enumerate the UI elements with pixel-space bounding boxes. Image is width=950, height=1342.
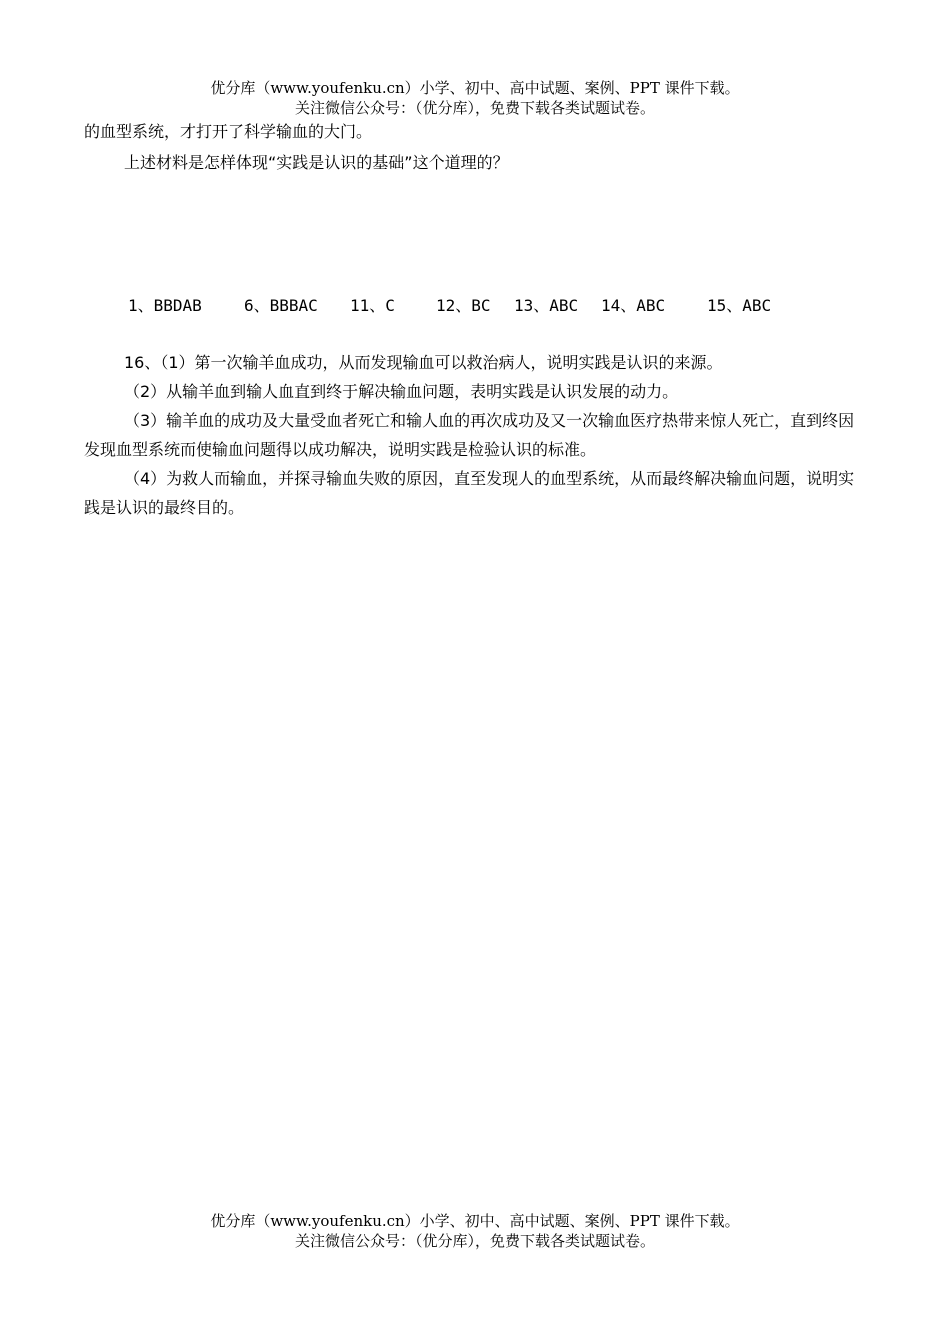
q16-part-2: （2）从输羊血到输人血直到终于解决输血问题，表明实践是认识发展的动力。	[124, 382, 679, 401]
answer-item: 13、ABC	[514, 296, 579, 315]
answer-item: 12、BC	[436, 296, 491, 315]
q16-part-3: （3）输羊血的成功及大量受血者死亡和输人血的再次成功及又一次输血医疗热带来惊人死亡，直到终因发现血型系统而使输血问题得以成功解决，说明实践是检验认识的标准。	[84, 411, 855, 459]
answer-item: 14、ABC	[601, 296, 666, 315]
header-line-1: 优分库（www.youfenku.cn）小学、初中、高中试题、案例、PPT 课件下载。	[210, 79, 740, 97]
q16-part-4: （4）为救人而输血，并探寻输血失败的原因，直至发现人的血型系统，从而最终解决输血问题，说明实践是认识的最终目的。	[84, 469, 855, 517]
header-line-2: 关注微信公众号：（优分库），免费下载各类试题试卷。	[294, 99, 655, 117]
page-header	[0, 78, 950, 118]
footer-line-1: 优分库（www.youfenku.cn）小学、初中、高中试题、案例、PPT 课件下载。	[210, 1212, 740, 1230]
page-footer	[0, 1211, 950, 1251]
q16-part-1: 16、（1）第一次输羊血成功，从而发现输血可以救治病人，说明实践是认识的来源。	[124, 353, 723, 372]
footer-line-2: 关注微信公众号：（优分库），免费下载各类试题试卷。	[294, 1232, 655, 1250]
answer-item: 15、ABC	[707, 296, 772, 315]
answer-item: 11、C	[350, 296, 395, 315]
answer-item: 1、BBDAB	[128, 296, 202, 315]
question-text: 上述材料是怎样体现“实践是认识的基础”这个道理的？	[124, 153, 509, 172]
continuation-text: 的血型系统，才打开了科学输血的大门。	[84, 122, 373, 141]
answer-item: 6、BBBAC	[244, 296, 318, 315]
